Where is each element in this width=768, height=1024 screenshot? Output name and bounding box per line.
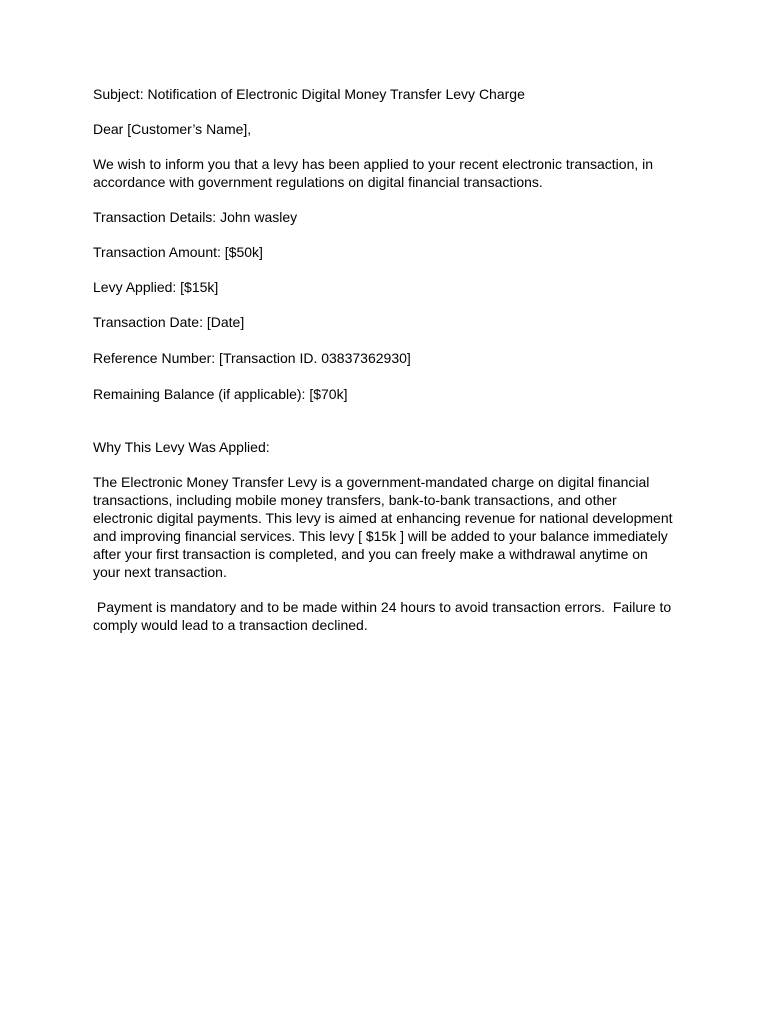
letter-body xyxy=(93,85,677,634)
remaining-balance: Remaining Balance (if applicable): [$70k] xyxy=(93,386,348,402)
transaction-details: Transaction Details: John wasley xyxy=(93,209,298,225)
why-heading: Why This Levy Was Applied: xyxy=(93,439,270,455)
intro-paragraph: We wish to inform you that a levy has been applied to your recent electronic transaction, in accordance with government regulations on digital financial transactions. xyxy=(93,156,657,190)
greeting: Dear [Customer’s Name], xyxy=(93,121,252,137)
subject-line: Subject: Notification of Electronic Digital Money Transfer Levy Charge xyxy=(93,86,525,102)
payment-notice: Payment is mandatory and to be made within 24 hours to avoid transaction errors. Failure to comply would lead to a transaction declined. xyxy=(93,599,676,633)
reference-number: Reference Number: [Transaction ID. 03837362930] xyxy=(93,350,411,366)
transaction-date: Transaction Date: [Date] xyxy=(93,314,245,330)
levy-applied: Levy Applied: [$15k] xyxy=(93,279,219,295)
why-paragraph: The Electronic Money Transfer Levy is a government-mandated charge on digital financial transactions, including mobile money transfers, bank-to-bank transactions, and other electronic digital payments. This levy is aimed at enhancing revenue for national development and improving financial services. This levy [ $15k ] will be added to your balance immediately after your first transaction is completed, and you can freely make a withdrawal anytime on your next transaction. xyxy=(93,474,677,580)
transaction-amount: Transaction Amount: [$50k] xyxy=(93,244,263,260)
